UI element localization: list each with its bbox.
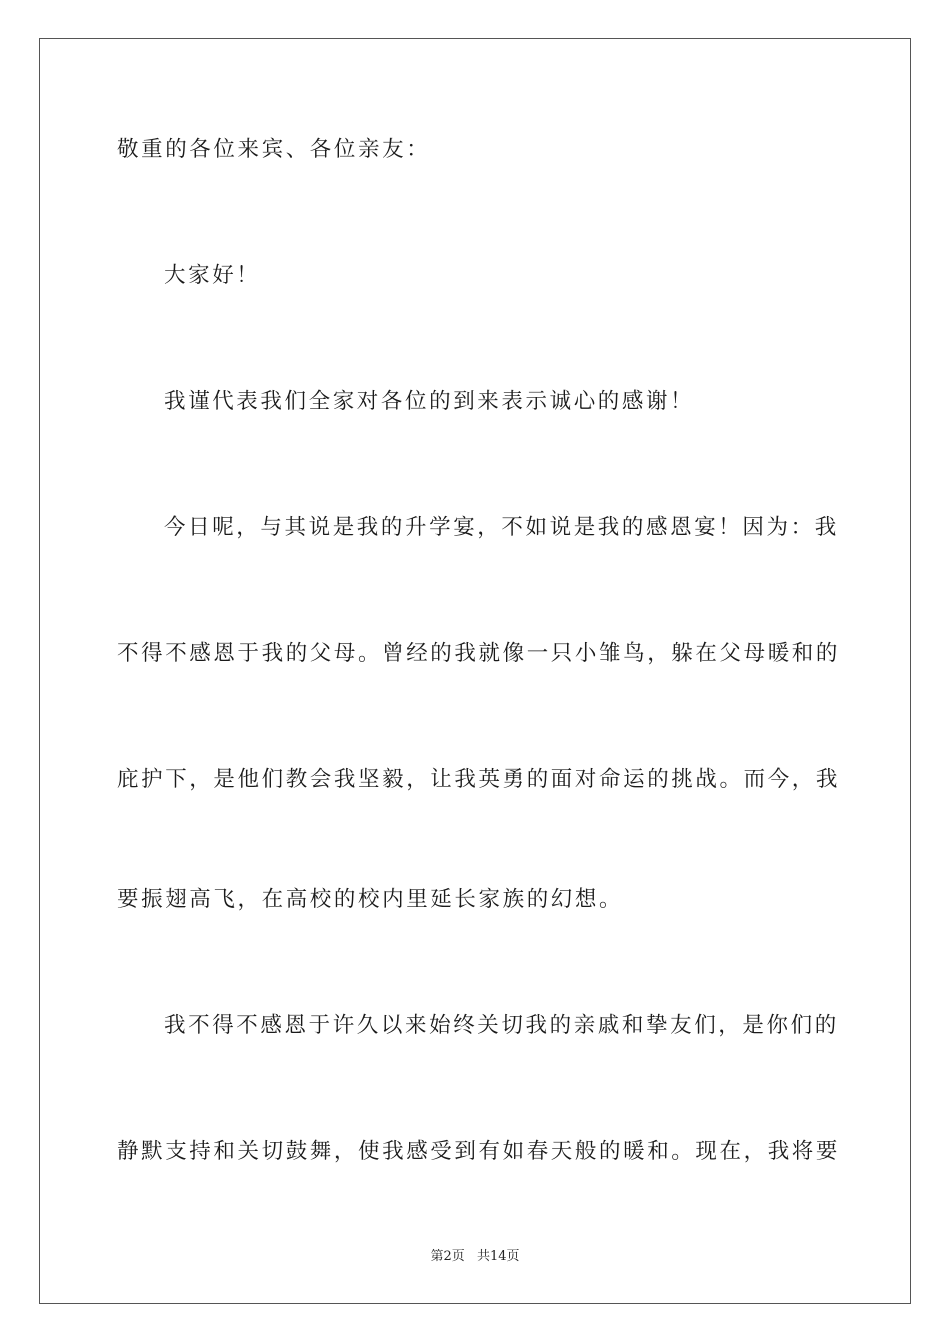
salutation-line: 敬重的各位来宾、各位亲友： xyxy=(117,137,431,162)
paragraph-line: 我不得不感恩于许久以来始终关切我的亲戚和挚友们，是你们的 xyxy=(164,1013,839,1038)
page-footer xyxy=(0,1248,950,1266)
paragraph-line: 不得不感恩于我的父母。曾经的我就像一只小雏鸟，躲在父母暖和的 xyxy=(117,641,841,666)
paragraph-line: 我谨代表我们全家对各位的到来表示诚心的感谢！ xyxy=(164,389,695,414)
paragraph-line: 今日呢，与其说是我的升学宴，不如说是我的感恩宴！因为：我 xyxy=(164,515,839,540)
greeting-line: 大家好！ xyxy=(164,263,261,288)
page-border xyxy=(39,38,911,1304)
page-number: 第2页 xyxy=(430,1249,465,1264)
total-pages: 共14页 xyxy=(476,1249,520,1264)
paragraph-line: 静默支持和关切鼓舞，使我感受到有如春天般的暖和。现在，我将要 xyxy=(117,1139,841,1164)
paragraph-line: 要振翅高飞，在高校的校内里延长家族的幻想。 xyxy=(117,887,624,912)
paragraph-line: 庇护下，是他们教会我坚毅，让我英勇的面对命运的挑战。而今，我 xyxy=(117,767,841,792)
